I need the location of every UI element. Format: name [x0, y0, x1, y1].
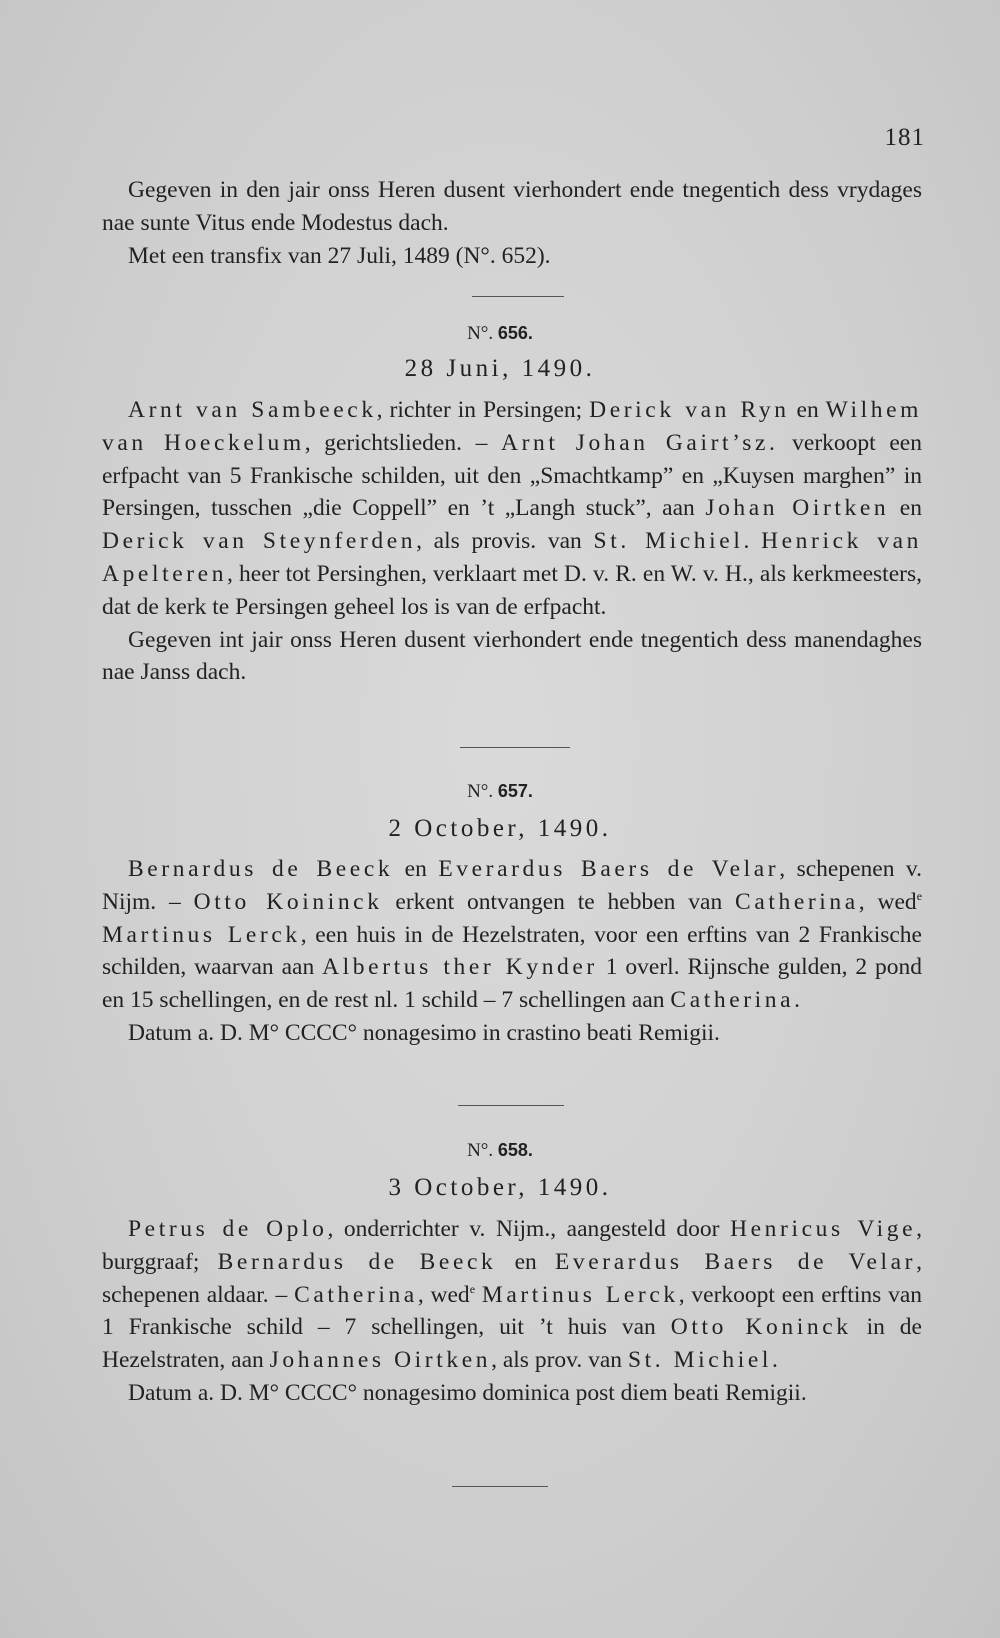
entry-body: [102, 1213, 922, 1410]
entry-number: [0, 323, 1000, 345]
entry-paragraph: [102, 853, 922, 1017]
entry-number-prefix: N°.: [467, 1140, 494, 1161]
name: St. Michiel: [627, 1347, 772, 1374]
text-run: , verkoopt een erftins van 1 Frankische schild – 7 schellingen, uit ’t huis van: [102, 1281, 923, 1341]
name: Bernardus de Beeck: [128, 856, 394, 882]
entry-number-value: 656.: [497, 323, 533, 343]
text-run: , wed: [417, 1281, 470, 1308]
entry-body: [102, 853, 922, 1050]
name: Wilhem van Hoeckelum: [102, 397, 922, 456]
name: Arnt Johan Gairt’sz.: [501, 429, 779, 456]
text-run: en: [393, 856, 439, 882]
name: Petrus de Oplo: [128, 1216, 328, 1242]
text-run: en: [496, 1248, 555, 1275]
text-run: en: [889, 495, 922, 522]
text-run: verkoopt een erfpacht van 5 Frankische schilden, uit den „Smachtkamp” en „Kuysen marghen” in Persingen, tusschen „die Coppell” en ’t „Langh stuck”, aan: [102, 429, 922, 522]
superscript: e: [469, 1281, 476, 1296]
entry-number-prefix: N°.: [467, 781, 494, 802]
text-run: , een huis in de Hezelstraten, voor een erftins van 2 Frankische schilden, waarvan aan: [102, 921, 922, 981]
page-number: 181: [884, 124, 925, 151]
name: Everardus Baers de Velar: [438, 856, 780, 882]
section-divider: [460, 747, 570, 748]
text-run: , onderrichter v. Nijm., aangesteld door: [327, 1216, 731, 1242]
entry-date: 3 October, 1490.: [388, 1174, 612, 1201]
name: Catherina: [670, 987, 795, 1014]
text-run: , heer tot Persinghen, verklaart met D. v. R. en W. v. H., als kerkmeesters, dat de kerk te Persingen geheel los is van de erfpacht.: [102, 560, 922, 620]
text-run: , richter in Persingen;: [376, 397, 590, 423]
entry-paragraph: [102, 394, 922, 624]
name: Derick van Ryn: [589, 397, 790, 423]
name: Henricus Vige: [730, 1216, 917, 1242]
name: Albertus ther Kynder: [322, 954, 598, 981]
name: Bernardus de Beeck: [217, 1248, 497, 1275]
name: Martinus Lerck: [102, 921, 301, 948]
text-run: in de Hezelstraten, aan: [102, 1314, 922, 1374]
entry-date: 2 October, 1490.: [388, 815, 612, 842]
name: Martinus Lerck: [481, 1281, 679, 1308]
entry-number-value: 658.: [497, 1140, 533, 1160]
text-run: , als provis. van: [416, 528, 594, 555]
name: Derick van Steynferden: [102, 528, 417, 555]
text-run: .: [771, 1347, 778, 1374]
name: Otto Koninck: [670, 1314, 852, 1341]
text-run: erkent ontvangen te hebben van: [382, 888, 736, 915]
text-run: , schepenen aldaar. –: [102, 1248, 922, 1308]
name: Catherina: [294, 1281, 418, 1308]
text-run: en: [789, 397, 826, 423]
text-run: , schepenen v. Nijm. –: [102, 856, 923, 915]
entry-closing: Gegeven int jair onss Heren dusent vierhondert ende tnegentich dess manendaghes nae Janss dach.: [102, 626, 922, 686]
text-run: 1 overl. Rijnsche gulden, 2 pond en 15 schellingen, en de rest nl. 1 schild – 7 schellingen aan: [102, 954, 923, 1014]
name: Catherina: [735, 888, 859, 915]
name: Arnt van Sambeeck: [128, 397, 377, 423]
intro-transfix: Met een transfix van 27 Juli, 1489 (N°. 652).: [128, 242, 551, 269]
entry-number-prefix: N°.: [467, 323, 494, 344]
text-run: .: [794, 987, 801, 1014]
name: Otto Koininck: [193, 888, 383, 915]
text-run: , als prov. van: [491, 1347, 628, 1374]
name: Johan Oirtken: [705, 495, 890, 522]
text-run: , gerichtslieden. –: [304, 429, 502, 456]
name: Henrick van Apelteren: [102, 528, 923, 587]
entry-number: [0, 1140, 1000, 1162]
text-run: , wed: [858, 888, 917, 915]
text-run: .: [743, 528, 762, 555]
intro-paragraph: Gegeven in den jair onss Heren dusent vierhondert ende tnegentich dess vrydages nae sunte Vitus ende Modestus dach.: [102, 177, 922, 236]
entry-closing: Datum a. D. M° CCCC° nonagesimo dominica post diem beati Remigii.: [128, 1379, 807, 1406]
section-divider: [452, 1486, 548, 1487]
section-divider: [458, 1105, 564, 1106]
text-run: , burggraaf;: [102, 1216, 922, 1275]
intro-block: [102, 174, 922, 272]
text-run: [475, 1282, 482, 1308]
name: Johannes Oirtken: [269, 1347, 492, 1374]
section-divider: [472, 296, 564, 297]
entry-date: 28 Juni, 1490.: [404, 355, 596, 382]
entry-body: [102, 394, 922, 689]
entry-number: [0, 781, 1000, 803]
name: Everardus Baers de Velar: [554, 1248, 917, 1275]
entry-closing: Datum a. D. M° CCCC° nonagesimo in crastino beati Remigii.: [128, 1019, 720, 1046]
superscript: e: [916, 888, 923, 903]
entry-paragraph: [102, 1213, 922, 1377]
entry-number-value: 657.: [497, 781, 533, 801]
name: St. Michiel: [593, 528, 744, 555]
